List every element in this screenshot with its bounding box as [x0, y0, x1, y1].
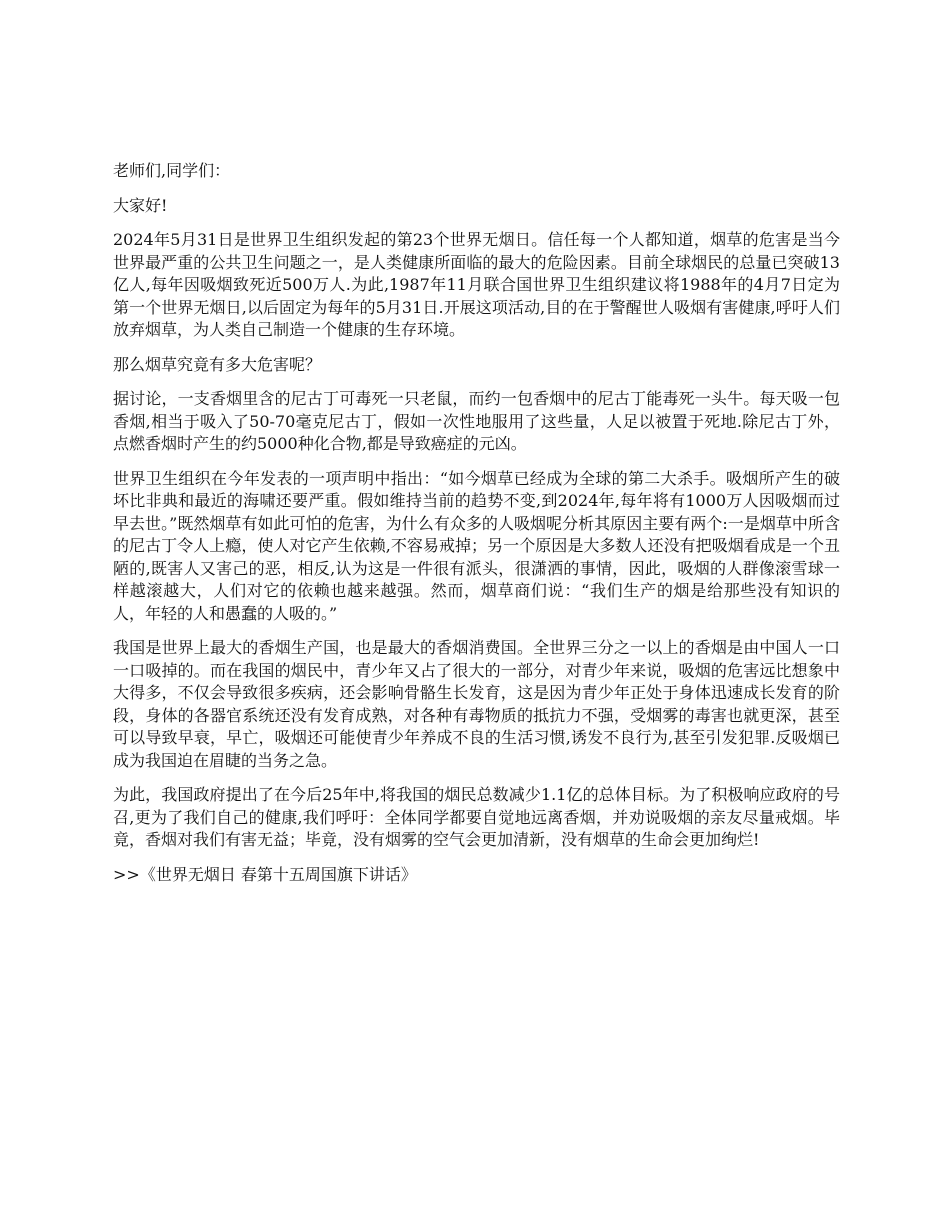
document-body [113, 160, 840, 898]
paragraph-china: 我国是世界上最大的香烟生产国，也是最大的香烟消费国。全世界三分之一以上的香烟是由中国人一口一口吸掉的。而在我国的烟民中，青少年又占了很大的一部分，对青少年来说，吸烟的危害远比想象中大得多，不仅会导致很多疾病，还会影响骨骼生长发育，这是因为青少年正处于身体迅速成长发育的阶段，身体的各器官系统还没有发育成熟，对各种有毒物质的抵抗力不强，受烟雾的毒害也就更深，甚至可以导致早衰，早亡，吸烟还可能使青少年养成不良的生活习惯,诱发不良行为,甚至引发犯罪.反吸烟已成为我国迫在眉睫的当务之急。 [113, 638, 840, 770]
paragraph-call-to-action: 为此，我国政府提出了在今后25年中,将我国的烟民总数减少1.1亿的总体目标。为了积极响应政府的号召,更为了我们自己的健康,我们呼吁：全体同学都要自觉地远离香烟，并劝说吸烟的亲友尽量戒烟。毕竟，香烟对我们有害无益；毕竟，没有烟雾的空气会更加清新，没有烟草的生命会更加绚烂! [113, 785, 840, 849]
salutation: 大家好! [113, 195, 168, 215]
paragraph-intro: 2024年5月31日是世界卫生组织发起的第23个世界无烟日。信任每一个人都知道，烟草的危害是当今世界最严重的公共卫生问题之一，是人类健康所面临的最大的危险因素。目前全球烟民的总量已突破13亿人,每年因吸烟致死近500万人.为此,1987年11月联合国世界卫生组织建议将1988年的4月7日定为第一个世界无烟日,以后固定为每年的5月31日.开展这项活动,目的在于警醒世人吸烟有害健康,呼吁人们放弃烟草，为人类自己制造一个健康的生存环境。 [113, 230, 840, 339]
greeting: 老师们,同学们： [113, 161, 231, 180]
paragraph-who-statement: 世界卫生组织在今年发表的一项声明中指出：“如今烟草已经成为全球的第二大杀手。吸烟所产生的破坏比非典和最近的海啸还要严重。假如维持当前的趋势不变,到2024年,每年将有1000万人因吸烟而过早去世。”既然烟草有如此可怕的危害，为什么有众多的人吸烟呢分析其原因主要有两个:一是烟草中所含的尼古丁令人上瘾，使人对它产生依赖,不容易戒掉；另一个原因是大多数人还没有把吸烟看成是一个丑陋的,既害人又害己的恶，相反,认为这是一件很有派头，很潇洒的事情，因此，吸烟的人群像滚雪球一样越滚越大，人们对它的依赖也越来越强。然而，烟草商们说：“我们生产的烟是给那些没有知识的人，年轻的人和愚蠢的人吸的。” [113, 468, 840, 623]
paragraph-nicotine: 据讨论，一支香烟里含的尼古丁可毒死一只老鼠，而约一包香烟中的尼古丁能毒死一头牛。每天吸一包香烟,相当于吸入了50-70毫克尼古丁，假如一次性地服用了这些量，人足以被置于死地.除尼古丁外，点燃香烟时产生的约5000种化合物,都是导致癌症的元凶。 [113, 389, 840, 453]
paragraph-question: 那么烟草究竟有多大危害呢？ [113, 354, 322, 374]
related-article-link[interactable]: >>《世界无烟日 春第十五周国旗下讲话》 [113, 864, 417, 884]
